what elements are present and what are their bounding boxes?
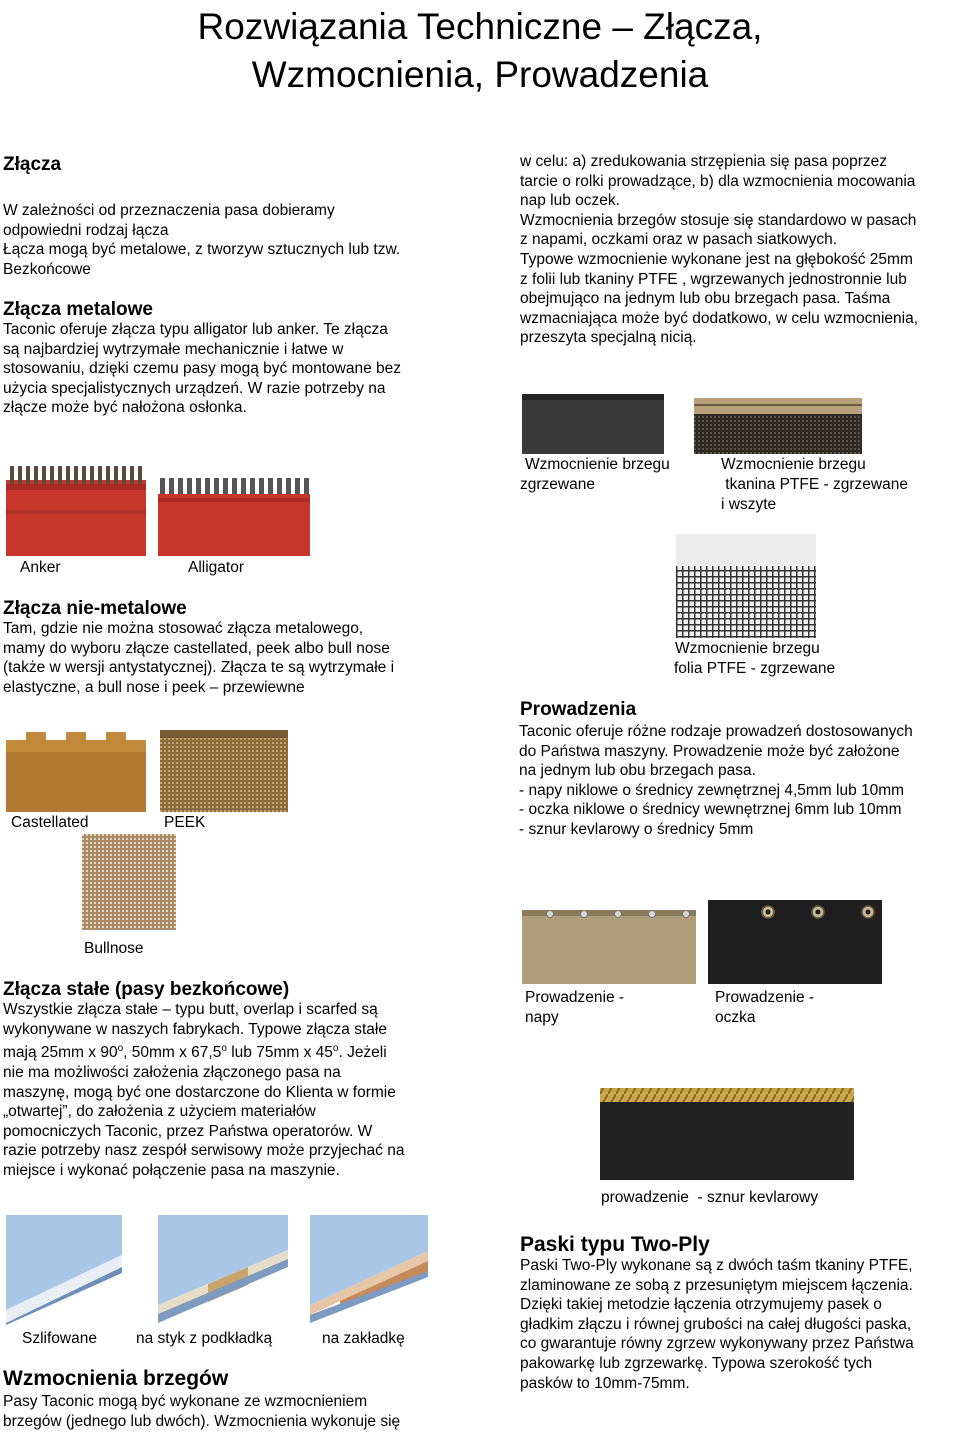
text-line: gładkim złączu i równej grubości na całej długości paska, — [520, 1315, 912, 1333]
text-line: Dzięki takiej metodzie łączenia otrzymujemy pasek o — [520, 1296, 882, 1314]
text-line: Wzmocnienia brzegów stosuje się standardowo w pasach — [520, 211, 917, 229]
page-title-line-1: Rozwiązania Techniczne – Złącza, — [197, 6, 763, 47]
text-line: przeszyta specjalną nicią. — [520, 329, 697, 347]
caption-edge-fabric-3: i wszyte — [721, 496, 777, 513]
caption-bullnose: Bullnose — [84, 940, 144, 957]
text-line: pasków to 10mm-75mm. — [520, 1374, 690, 1392]
castellated-joint-image — [6, 730, 146, 812]
text-line: Typowe wzmocnienie wykonane jest na głębokość 25mm — [520, 250, 913, 268]
text-line: użycia specjalistycznych urządzeń. W razie potrzeby na — [3, 379, 386, 397]
wzmocnienia-continued-text — [520, 152, 960, 348]
caption-guide-eyelets-1: Prowadzenie - — [715, 989, 815, 1006]
text-line: mamy do wyboru złącze castellated, peek albo bull nose — [3, 639, 390, 657]
text-line: pakowarkę lub zgrzewarkę. Typowa szerokość tych — [520, 1354, 873, 1372]
wzmocnienia-text — [3, 1392, 473, 1431]
text-line: w celu: a) zredukowania strzępienia się pasa poprzez — [520, 153, 888, 170]
heading-zlacza-stale: Złącza stałe (pasy bezkońcowe) — [3, 979, 290, 1000]
text-line: nap lub oczek. — [520, 192, 620, 210]
text-line: co gwarantuje równy zgrzew wykonywany przez Państwa — [520, 1335, 914, 1353]
stale-text — [3, 1000, 473, 1181]
peek-joint-image — [160, 730, 288, 812]
anker-joint-image — [6, 424, 146, 556]
text-line: Łącza mogą być metalowe, z tworzyw sztucznych lub tzw. — [3, 241, 401, 259]
caption-guide-eyelets-2: oczka — [715, 1009, 756, 1026]
text-line: Bezkońcowe — [3, 260, 91, 278]
text-line: maszynę, mogą być one dostarczone do Klienta w formie — [3, 1083, 396, 1101]
heading-zlacza-metalowe: Złącza metalowe — [3, 299, 153, 320]
caption-guide-snaps-2: napy — [525, 1009, 559, 1026]
caption-edge-foil-2: folia PTFE - zgrzewane — [674, 660, 836, 677]
text-line: zlaminowane ze sobą z przesuniętym miejscem łączenia. — [520, 1276, 913, 1294]
text-line: (także w wersji antystatycznej). Złącza te są wytrzymałe i — [3, 659, 395, 677]
text-line: elastyczne, a bull nose i peek – przewiewne — [3, 678, 305, 696]
text-line: - napy niklowe o średnicy zewnętrznej 4,5mm lub 10mm — [519, 781, 905, 799]
niemetalowe-text — [3, 619, 473, 697]
caption-szlifowane: Szlifowane — [22, 1330, 97, 1347]
text-line: Pasy Taconic mogą być wykonane ze wzmocnieniem — [3, 1393, 368, 1410]
caption-na-zakladke: na zakładkę — [322, 1330, 405, 1347]
na-zakladke-joint-image — [310, 1215, 428, 1325]
two-ply-text — [520, 1256, 960, 1393]
text-line: Wszystkie złącza stałe – typu butt, overlap i scarfed są — [3, 1001, 378, 1018]
text-line: brzegów (jednego lub dwóch). Wzmocnienia wykonuje się — [3, 1412, 401, 1430]
caption-edge-welded-2: zgrzewane — [520, 476, 595, 493]
text-line: Tam, gdzie nie można stosować złącza metalowego, — [3, 620, 364, 637]
text-line: miejsce i wykonać połączenie pasa na maszynie. — [3, 1161, 340, 1179]
caption-na-styk: na styk z podkładką — [136, 1330, 273, 1347]
edge-welded-image — [522, 394, 664, 454]
metalowe-text — [3, 320, 473, 418]
text-line: złącze może być nałożona osłonka. — [3, 399, 247, 417]
heading-two-ply: Paski typu Two-Ply — [520, 1233, 710, 1256]
text-line: do Państwa maszyny. Prowadzenie może być założone — [519, 742, 900, 760]
caption-guide-snaps-1: Prowadzenie - — [525, 989, 625, 1006]
edge-ptfe-foil-image — [676, 534, 816, 638]
text-line: Taconic oferuje różne rodzaje prowadzeń dostosowanych — [519, 723, 913, 740]
alligator-joint-image — [158, 470, 310, 556]
text-line: razie potrzeby nasz zespół serwisowy może przyjechać na — [3, 1142, 405, 1160]
guide-snaps-image — [522, 860, 696, 984]
heading-zlacza-nie-metalowe: Złącza nie-metalowe — [3, 598, 187, 619]
zlacza-text — [3, 201, 473, 279]
caption-edge-foil-1: Wzmocnienie brzegu — [675, 640, 820, 657]
caption-guide-kevlar: prowadzenie - sznur kevlarowy — [601, 1189, 819, 1206]
page-title-line-2: Wzmocnienia, Prowadzenia — [251, 54, 709, 95]
text-line: tarcie o rolki prowadzące, b) dla wzmocnienia mocowania — [520, 172, 916, 190]
edge-ptfe-fabric-sewn-image — [694, 348, 862, 454]
guide-eyelets-image — [708, 860, 882, 984]
text-line: są najbardziej wytrzymałe mechanicznie i łatwe w — [3, 340, 344, 358]
text-line: wykonywane w naszych fabrykach. Typowe złącza stałe — [3, 1020, 387, 1038]
text-line: pomocniczych Taconic, przez Państwa operatorów. W — [3, 1122, 373, 1140]
caption-anker: Anker — [20, 559, 61, 576]
text-line: odpowiedni rodzaj łącza — [3, 221, 169, 239]
text-line: - oczka niklowe o średnicy wewnętrznej 6mm lub 10mm — [519, 801, 902, 819]
caption-castellated: Castellated — [11, 814, 89, 831]
text-line: W zależności od przeznaczenia pasa dobieramy — [3, 202, 335, 219]
heading-zlacza: Złącza — [3, 154, 62, 175]
text-line: stosowaniu, dzięki czemu pasy mogą być montowane bez — [3, 360, 402, 378]
heading-wzmocnienia-brzegow: Wzmocnienia brzegów — [3, 1367, 229, 1390]
text-line: obejmująco na jednym lub obu brzegach pasa. Taśma — [520, 290, 891, 308]
caption-alligator: Alligator — [188, 559, 244, 576]
caption-edge-welded-1: Wzmocnienie brzegu — [525, 456, 670, 473]
text-line: na jednym lub obu brzegach pasa. — [519, 762, 756, 780]
text-line: wzmacniająca może być dodatkowo, w celu wzmocnienia, — [520, 309, 919, 327]
guide-kevlar-cord-image — [600, 1066, 854, 1180]
text-line: z napami, oczkami oraz w pasach siatkowych. — [520, 231, 838, 249]
text-line-degrees: mają 25mm x 90$^o$, 50mm x 67,5$^o$ lub 75mm x 45$^o$. Jeżeli — [3, 1043, 387, 1062]
na-styk-joint-image — [158, 1215, 288, 1325]
prowadzenia-text — [519, 722, 959, 840]
caption-peek: PEEK — [164, 814, 206, 831]
text-line: „otwartej”, do założenia z użyciem materiałów — [3, 1103, 316, 1121]
text-line: Taconic oferuje złącza typu alligator lub anker. Te złącza — [3, 321, 388, 338]
text-line: - sznur kevlarowy o średnicy 5mm — [519, 820, 754, 838]
text-line: nie ma możliwości założenia złączonego pasa na — [3, 1063, 341, 1081]
heading-prowadzenia: Prowadzenia — [520, 699, 637, 720]
caption-edge-fabric-1: Wzmocnienie brzegu — [721, 456, 866, 473]
text-line: Paski Two-Ply wykonane są z dwóch taśm tkaniny PTFE, — [520, 1257, 913, 1274]
szlifowane-joint-image — [6, 1215, 122, 1325]
bullnose-joint-image — [82, 834, 176, 930]
caption-edge-fabric-2: tkanina PTFE - zgrzewane — [721, 476, 908, 493]
text-line: z folii lub tkaniny PTFE , wgrzewanych jednostronnie lub — [520, 270, 907, 288]
